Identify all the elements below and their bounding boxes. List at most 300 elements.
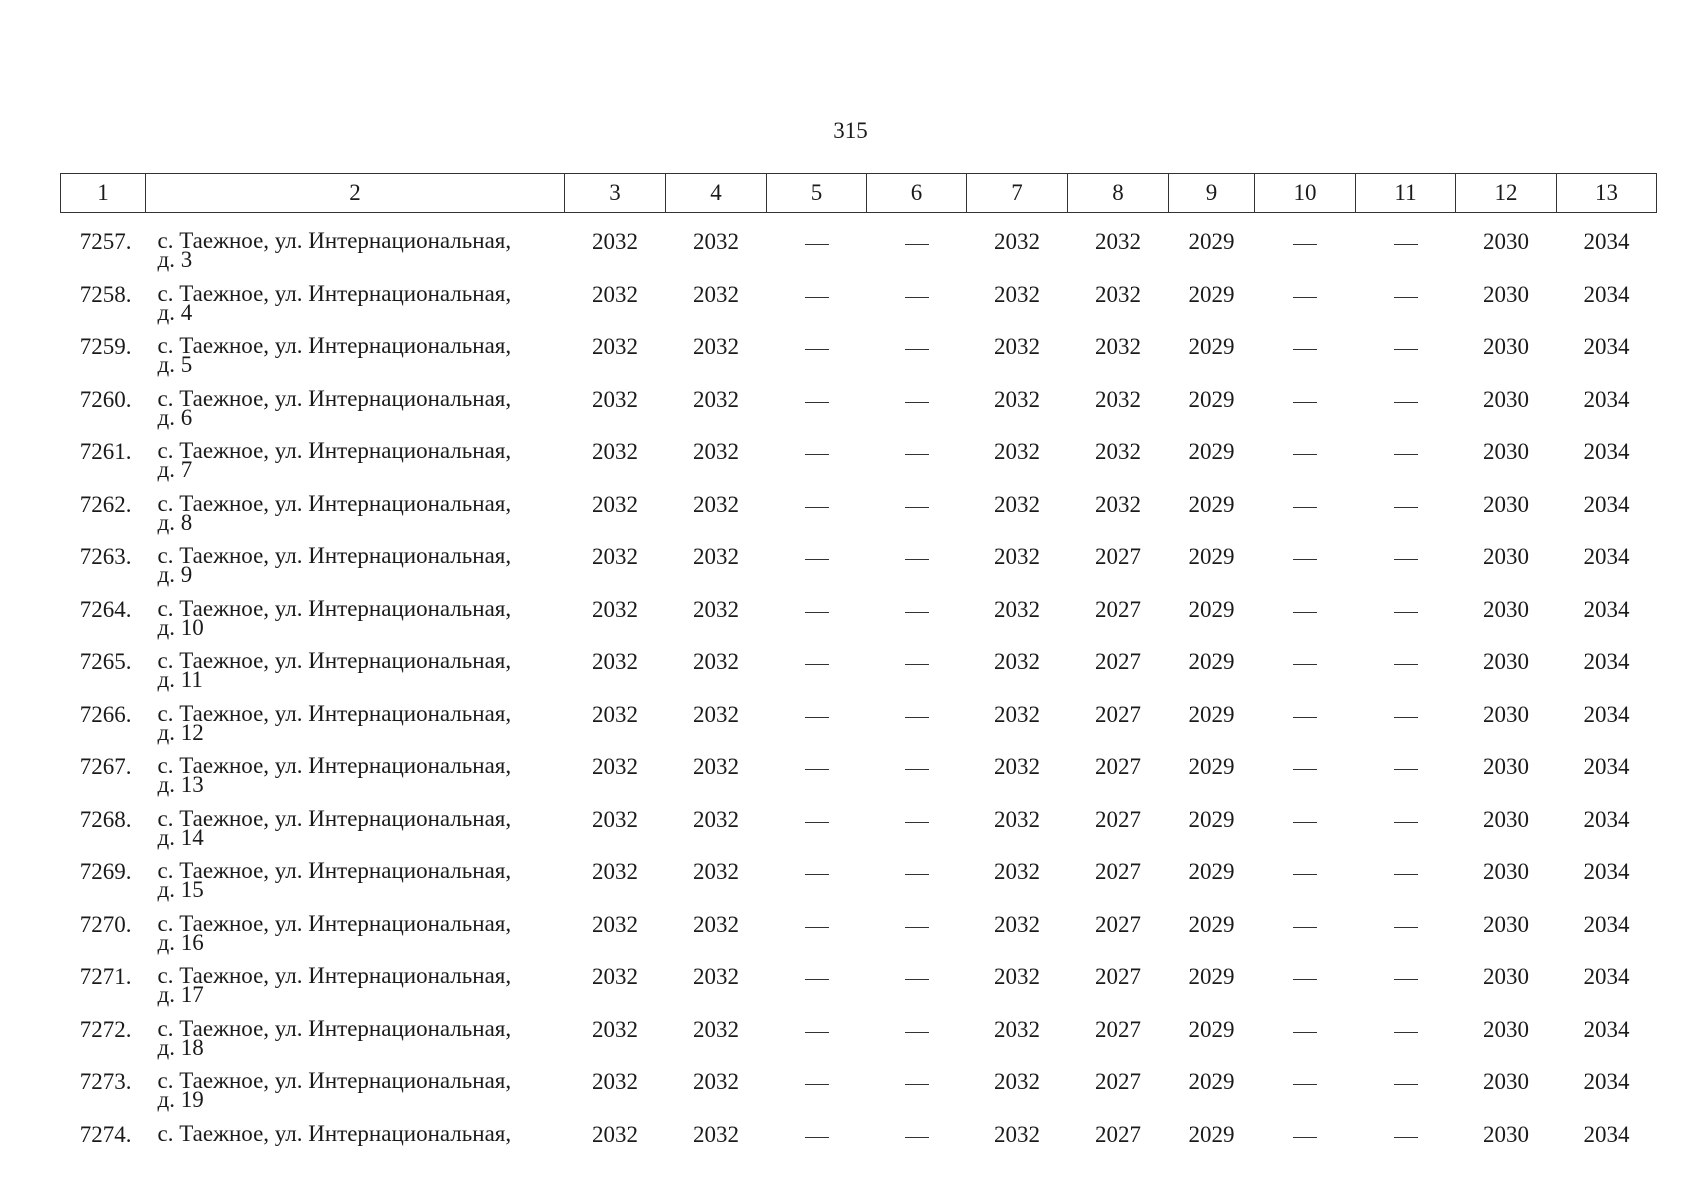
address-text (157, 433, 512, 482)
year-value: 2029 (1188, 281, 1235, 307)
address-line-2: д. 12 (157, 719, 204, 745)
year-value: 2027 (1095, 859, 1141, 884)
row-number (61, 906, 146, 959)
table-row (61, 486, 1657, 539)
year-value: 2027 (1095, 1016, 1141, 1042)
table-body (61, 213, 1657, 1169)
year-value: 2034 (1583, 1016, 1630, 1042)
dash-mark (1394, 402, 1418, 403)
address-text (157, 853, 512, 902)
year-cell (1356, 643, 1456, 696)
address-line-2: д. 14 (157, 824, 204, 850)
column-header: 12 (1456, 174, 1557, 213)
year-cell (1456, 643, 1557, 696)
year-cell (967, 1063, 1068, 1116)
year-cell (565, 276, 666, 329)
year-cell (1169, 1116, 1255, 1169)
year-cell (767, 958, 867, 1011)
address-line-1: с. Таежное, ул. Интернациональная, (157, 910, 512, 936)
year-value: 2032 (592, 439, 638, 464)
year-cell (867, 1063, 967, 1116)
address-line-1: с. Таежное, ул. Интернациональная, (157, 963, 512, 988)
year-cell (1068, 1011, 1169, 1064)
year-value: 2029 (1188, 596, 1235, 622)
year-cell (967, 906, 1068, 959)
address-text (157, 748, 512, 797)
year-value: 2032 (592, 1016, 638, 1042)
column-header: 1 (61, 174, 146, 213)
row-number (61, 276, 146, 329)
address-text (157, 801, 512, 850)
address-text (157, 591, 512, 640)
year-cell (767, 486, 867, 539)
table-row (61, 696, 1657, 749)
year-value: 2032 (1095, 491, 1141, 517)
address-text (157, 1011, 512, 1060)
year-value: 2032 (1095, 439, 1141, 464)
dash-mark (805, 1032, 829, 1033)
year-cell (1068, 276, 1169, 329)
year-value: 2032 (592, 386, 638, 412)
year-cell (565, 328, 666, 381)
row-number (61, 1011, 146, 1064)
year-value: 2032 (693, 964, 739, 989)
year-cell (767, 213, 867, 276)
address-line-2: д. 15 (157, 877, 204, 902)
year-value: 2032 (994, 386, 1040, 412)
year-cell (767, 1011, 867, 1064)
address-line-1: с. Таежное, ул. Интернациональная, (157, 595, 512, 621)
column-header: 2 (146, 174, 565, 213)
row-number (61, 433, 146, 486)
dash-mark (1293, 874, 1317, 875)
year-cell (867, 538, 967, 591)
year-value: 2032 (994, 649, 1040, 674)
year-value: 2032 (994, 1016, 1040, 1042)
year-cell (1255, 276, 1356, 329)
dash-mark (805, 664, 829, 665)
row-number (61, 591, 146, 644)
dash-mark (805, 1084, 829, 1085)
year-cell (1456, 1116, 1557, 1169)
year-cell (1456, 801, 1557, 854)
year-value: 2029 (1188, 1069, 1235, 1094)
year-cell (1068, 853, 1169, 906)
year-cell (1356, 433, 1456, 486)
year-cell (967, 1116, 1068, 1169)
row-number-text: 7271. (79, 964, 132, 989)
year-cell (565, 801, 666, 854)
year-value: 2032 (693, 439, 739, 464)
address-cell (146, 328, 565, 381)
year-value: 2032 (693, 1016, 739, 1042)
address-cell (146, 591, 565, 644)
table-row (61, 801, 1657, 854)
address-cell (146, 643, 565, 696)
year-value: 2027 (1095, 596, 1141, 622)
year-cell (1255, 328, 1356, 381)
year-cell (666, 643, 767, 696)
year-cell (1456, 1011, 1557, 1064)
year-cell (666, 538, 767, 591)
year-value: 2030 (1483, 281, 1529, 307)
address-cell (146, 1116, 565, 1169)
year-cell (867, 591, 967, 644)
year-cell (1255, 1011, 1356, 1064)
year-value: 2029 (1188, 859, 1235, 884)
year-value: 2034 (1583, 701, 1630, 727)
address-line-2: д. 6 (157, 404, 193, 430)
dash-mark (905, 979, 929, 980)
year-cell (565, 853, 666, 906)
row-number-text: 7258. (79, 281, 132, 307)
year-cell (1169, 958, 1255, 1011)
schedule-table (60, 173, 1657, 1168)
year-cell (767, 801, 867, 854)
address-text (157, 906, 512, 955)
address-text (157, 696, 512, 745)
year-cell (666, 748, 767, 801)
address-cell (146, 906, 565, 959)
dash-mark (1394, 822, 1418, 823)
year-cell (666, 591, 767, 644)
dash-mark (905, 559, 929, 560)
year-value: 2030 (1483, 964, 1529, 989)
year-value: 2032 (693, 386, 739, 412)
dash-mark (1394, 664, 1418, 665)
year-cell (1255, 538, 1356, 591)
table-row (61, 906, 1657, 959)
dash-mark (905, 349, 929, 350)
row-number-text: 7270. (79, 911, 132, 937)
year-cell (1456, 538, 1557, 591)
dash-mark (805, 822, 829, 823)
dash-mark (1394, 1084, 1418, 1085)
year-value: 2029 (1188, 911, 1235, 937)
year-value: 2029 (1188, 964, 1235, 989)
year-cell (1557, 1011, 1657, 1064)
year-cell (1068, 801, 1169, 854)
year-value: 2027 (1095, 649, 1141, 674)
dash-mark (905, 297, 929, 298)
year-value: 2032 (1095, 281, 1141, 307)
year-cell (1068, 433, 1169, 486)
schedule-table-container (60, 173, 1656, 1168)
year-cell (1557, 213, 1657, 276)
dash-mark (1293, 507, 1317, 508)
year-value: 2034 (1583, 386, 1630, 412)
year-value: 2032 (592, 859, 638, 884)
address-line-2: д. 4 (157, 299, 193, 325)
column-header: 11 (1356, 174, 1456, 213)
dash-mark (805, 979, 829, 980)
year-value: 2034 (1583, 964, 1630, 989)
year-cell (565, 1116, 666, 1169)
year-value: 2034 (1583, 334, 1630, 359)
column-header: 13 (1557, 174, 1657, 213)
year-cell (1557, 1116, 1657, 1169)
year-value: 2027 (1095, 754, 1141, 779)
year-value: 2034 (1583, 1069, 1630, 1094)
year-value: 2032 (693, 1121, 739, 1147)
year-value: 2034 (1583, 649, 1630, 674)
address-cell (146, 433, 565, 486)
year-cell (1456, 328, 1557, 381)
year-cell (666, 328, 767, 381)
year-cell (967, 486, 1068, 539)
year-value: 2034 (1583, 491, 1630, 517)
row-number (61, 696, 146, 749)
year-cell (1456, 696, 1557, 749)
year-value: 2032 (994, 596, 1040, 622)
year-cell (967, 748, 1068, 801)
year-value: 2032 (592, 964, 638, 989)
year-cell (666, 433, 767, 486)
dash-mark (1293, 612, 1317, 613)
row-number-text: 7260. (79, 386, 132, 412)
table-row (61, 433, 1657, 486)
year-cell (767, 696, 867, 749)
dash-mark (905, 717, 929, 718)
year-cell (1169, 538, 1255, 591)
year-cell (967, 853, 1068, 906)
year-cell (1557, 328, 1657, 381)
year-value: 2032 (592, 911, 638, 937)
year-cell (1068, 643, 1169, 696)
address-line-1: с. Таежное, ул. Интернациональная, (157, 438, 512, 463)
dash-mark (805, 874, 829, 875)
year-value: 2032 (592, 596, 638, 622)
year-value: 2029 (1188, 544, 1235, 569)
year-cell (666, 1011, 767, 1064)
year-cell (1169, 643, 1255, 696)
year-value: 2032 (592, 491, 638, 517)
row-number (61, 381, 146, 434)
year-cell (565, 538, 666, 591)
year-value: 2027 (1095, 701, 1141, 727)
dash-mark (805, 769, 829, 770)
year-cell (666, 958, 767, 1011)
year-value: 2030 (1483, 1121, 1529, 1147)
year-cell (565, 906, 666, 959)
row-number (61, 1063, 146, 1116)
year-value: 2030 (1483, 649, 1529, 674)
year-value: 2032 (994, 1121, 1040, 1147)
address-line-2: д. 11 (157, 667, 203, 692)
year-value: 2032 (994, 281, 1040, 307)
row-number (61, 801, 146, 854)
year-value: 2034 (1583, 596, 1630, 622)
year-value: 2032 (994, 911, 1040, 937)
dash-mark (1293, 402, 1317, 403)
year-value: 2034 (1583, 859, 1630, 884)
year-value: 2030 (1483, 439, 1529, 464)
row-number (61, 643, 146, 696)
row-number-text: 7272. (79, 1016, 132, 1042)
dash-mark (1394, 507, 1418, 508)
address-line-2: д. 18 (157, 1034, 204, 1060)
dash-mark (1394, 769, 1418, 770)
address-line-1: с. Таежное, ул. Интернациональная, (157, 700, 512, 726)
year-value: 2029 (1188, 649, 1235, 674)
year-value: 2034 (1583, 911, 1630, 937)
year-cell (565, 433, 666, 486)
year-cell (1557, 1063, 1657, 1116)
year-cell (867, 643, 967, 696)
address-line-1: с. Таежное, ул. Интернациональная, (157, 490, 512, 516)
year-value: 2032 (592, 281, 638, 307)
year-cell (867, 328, 967, 381)
year-cell (1169, 748, 1255, 801)
row-number (61, 958, 146, 1011)
address-line-2: д. 7 (157, 457, 193, 482)
address-text (157, 538, 512, 587)
address-cell (146, 958, 565, 1011)
year-cell (1456, 213, 1557, 276)
year-cell (565, 591, 666, 644)
year-cell (1068, 381, 1169, 434)
column-header: 6 (867, 174, 967, 213)
row-number-text: 7268. (79, 806, 132, 832)
year-cell (967, 643, 1068, 696)
table-row (61, 958, 1657, 1011)
dash-mark (1394, 612, 1418, 613)
year-cell (1356, 748, 1456, 801)
year-cell (565, 696, 666, 749)
row-number (61, 1116, 146, 1169)
address-line-2: д. 19 (157, 1087, 204, 1112)
dash-mark (805, 244, 829, 245)
year-value: 2030 (1483, 229, 1529, 254)
year-cell (666, 486, 767, 539)
year-cell (1356, 696, 1456, 749)
dash-mark (805, 612, 829, 613)
year-value: 2032 (994, 229, 1040, 254)
table-row (61, 381, 1657, 434)
dash-mark (905, 664, 929, 665)
year-cell (1255, 801, 1356, 854)
year-cell (1255, 906, 1356, 959)
year-cell (767, 591, 867, 644)
year-value: 2032 (693, 229, 739, 254)
year-cell (1068, 328, 1169, 381)
year-value: 2029 (1188, 491, 1235, 517)
dash-mark (805, 927, 829, 928)
year-value: 2034 (1583, 544, 1630, 569)
year-cell (1169, 276, 1255, 329)
address-line-1: с. Таежное, ул. Интернациональная, (157, 805, 512, 831)
dash-mark (1394, 1032, 1418, 1033)
column-header: 10 (1255, 174, 1356, 213)
year-cell (1557, 486, 1657, 539)
year-cell (1456, 853, 1557, 906)
row-number (61, 486, 146, 539)
year-cell (1068, 1116, 1169, 1169)
year-value: 2030 (1483, 386, 1529, 412)
year-value: 2032 (693, 806, 739, 832)
dash-mark (805, 454, 829, 455)
row-number-text: 7263. (79, 544, 132, 569)
column-header: 4 (666, 174, 767, 213)
address-text (157, 1116, 512, 1146)
address-line-2: д. 13 (157, 772, 204, 797)
dash-mark (905, 822, 929, 823)
year-cell (565, 748, 666, 801)
address-text (157, 486, 512, 535)
year-cell (767, 433, 867, 486)
year-value: 2032 (693, 649, 739, 674)
year-cell (666, 1063, 767, 1116)
dash-mark (805, 297, 829, 298)
dash-mark (1293, 297, 1317, 298)
year-value: 2032 (592, 1069, 638, 1094)
year-cell (767, 381, 867, 434)
dash-mark (905, 612, 929, 613)
year-value: 2034 (1583, 754, 1630, 779)
dash-mark (905, 454, 929, 455)
year-value: 2032 (994, 806, 1040, 832)
table-row (61, 1116, 1657, 1169)
year-cell (565, 213, 666, 276)
year-cell (1169, 591, 1255, 644)
address-line-1: с. Таежное, ул. Интернациональная, (157, 1120, 512, 1146)
year-cell (565, 381, 666, 434)
address-line-2: д. 9 (157, 562, 193, 587)
column-header: 3 (565, 174, 666, 213)
year-value: 2032 (693, 281, 739, 307)
year-cell (666, 696, 767, 749)
row-number-text: 7265. (79, 649, 132, 674)
dash-mark (1394, 717, 1418, 718)
year-cell (1255, 591, 1356, 644)
year-cell (867, 381, 967, 434)
dash-mark (905, 244, 929, 245)
table-row (61, 328, 1657, 381)
year-cell (1169, 801, 1255, 854)
address-line-2: д. 3 (157, 247, 193, 272)
year-value: 2029 (1188, 701, 1235, 727)
dash-mark (905, 874, 929, 875)
year-cell (1456, 748, 1557, 801)
year-value: 2030 (1483, 754, 1529, 779)
year-value: 2030 (1483, 701, 1529, 727)
address-cell (146, 853, 565, 906)
address-line-1: с. Таежное, ул. Интернациональная, (157, 1068, 512, 1093)
year-cell (565, 1063, 666, 1116)
dash-mark (1293, 979, 1317, 980)
year-cell (1456, 591, 1557, 644)
dash-mark (905, 1084, 929, 1085)
year-cell (1557, 958, 1657, 1011)
dash-mark (1293, 769, 1317, 770)
page-number: 315 (833, 118, 868, 143)
year-cell (1557, 906, 1657, 959)
dash-mark (805, 1137, 829, 1138)
year-value: 2032 (592, 1121, 638, 1147)
year-value: 2032 (693, 1069, 739, 1094)
year-cell (1557, 276, 1657, 329)
year-value: 2032 (693, 859, 739, 884)
dash-mark (1394, 927, 1418, 928)
year-value: 2029 (1188, 806, 1235, 832)
year-cell (1068, 1063, 1169, 1116)
year-value: 2030 (1483, 334, 1529, 359)
year-value: 2027 (1095, 964, 1141, 989)
table-row (61, 538, 1657, 591)
year-cell (1456, 958, 1557, 1011)
year-value: 2029 (1188, 1121, 1235, 1147)
year-cell (1456, 486, 1557, 539)
